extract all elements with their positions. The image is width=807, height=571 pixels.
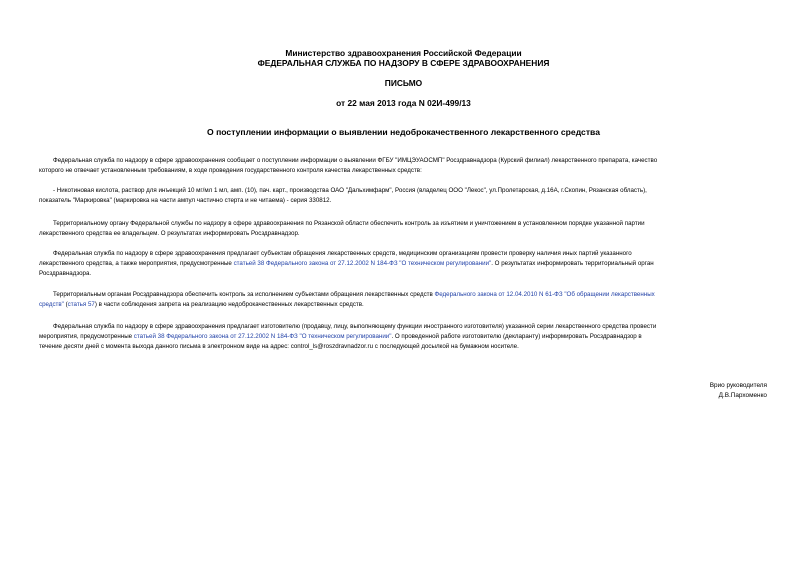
signatory-name: Д.В.Пархоменко (718, 392, 767, 399)
paragraph-line: Федеральная служба по надзору в сфере здравоохранения предлагает субъектам обращения лекарственных средств, медицинским организациям провести проверку наличия иных партий указанного (53, 250, 632, 257)
paragraph-line (39, 259, 799, 269)
paragraph-line: Росздравнадзора. (39, 270, 92, 277)
paragraph-enforcement (39, 290, 799, 310)
signatory-position: Врио руководителя (709, 382, 767, 389)
paragraph-line (39, 332, 799, 342)
paragraph-line: Территориальному органу Федеральной службы по надзору в сфере здравоохранения по Рязанской области обеспечить контроль за изъятием и уничтожением в установленном порядке указанной партии (53, 220, 645, 227)
paragraph-text: ) в части соблюдения запрета на реализацию недоброкачественных лекарственных средств. (94, 301, 364, 308)
law-link-article-38[interactable]: статьей 38 Федерального закона от 27.12.2002 N 184-ФЗ "О техническом регулировании" (133, 333, 392, 340)
law-link-61-fz[interactable]: Федерального закона от 12.04.2010 N 61-ФЗ "Об обращении лекарственных (434, 291, 655, 298)
paragraph-line (39, 300, 799, 310)
paragraph-text: . О результатах информировать территориальный орган (491, 260, 654, 267)
paragraph-text: лекарственного средства, а также мероприятия, предусмотренные (39, 260, 234, 267)
paragraph-line: которого не отвечает установленным требованиям, в ходе проведения государственного контроля качества лекарственных средств: (39, 167, 422, 174)
document-type: ПИСЬМО (384, 78, 423, 88)
document-subject: О поступлении информации о выявлении недоброкачественного лекарственного средства (207, 127, 600, 137)
document-date-number: от 22 мая 2013 года N 02И-499/13 (336, 98, 471, 108)
ministry-title: Министерство здравоохранения Российской Федерации (285, 48, 522, 58)
paragraph-line: течение десяти дней с момента выхода данного письма в электронном виде на адрес: control_ls@roszdravnadzor.ru с последующей досылкой на бумажном носителе. (39, 343, 519, 350)
paragraph-line: - Никотиновая кислота, раствор для инъекций 10 мг/мл 1 мл, амп. (10), пач. карт., производства ОАО "Дальхимфарм", Россия (владелец ООО "Лекос", ул.Пролетарская, д.16А, г.Скопин, Рязанская область), (53, 187, 647, 194)
paragraph-drug-details (39, 186, 799, 206)
paragraph-line: Федеральная служба по надзору в сфере здравоохранения сообщает о поступлении информации о выявлении ФГБУ "ИМЦЭУАОСМП" Росздравнадзора (Курский филиал) лекарственного препарата, качество (53, 157, 658, 164)
paragraph-text: . О проведенной работе изготовителю (декларанту) информировать Росздравнадзор в (391, 333, 642, 340)
paragraph-text: мероприятия, предусмотренные (39, 333, 134, 340)
paragraph-line: Федеральная служба по надзору в сфере здравоохранения предлагает изготовителю (продавцу, лицу, выполняющему функции иностранного изготовителя) указанной серии лекарственного средства провести (53, 323, 657, 330)
paragraph-line: показатель "Маркировка" (маркировка на части ампул частично стерта и не читаема) - серия 330812. (39, 197, 332, 204)
paragraph-line (39, 290, 799, 300)
paragraph-text: Территориальным органам Росздравнадзора обеспечить контроль за исполнением субъектами обращения лекарственных средств (53, 291, 435, 298)
paragraph-line: лекарственного средства ее владельцем. О результатах информировать Росздравнадзор. (39, 230, 300, 237)
paragraph-manufacturer-proposal (39, 322, 799, 352)
paragraph-notice (39, 156, 799, 176)
paragraph-inspection-proposal (39, 249, 799, 279)
law-link-article-57[interactable]: статья 57 (67, 301, 95, 308)
paragraph-territorial-control (39, 219, 799, 239)
law-link-article-38[interactable]: статьей 38 Федерального закона от 27.12.2002 N 184-ФЗ "О техническом регулировании" (233, 260, 492, 267)
paragraph-text: ( (63, 301, 68, 308)
service-title: ФЕДЕРАЛЬНАЯ СЛУЖБА ПО НАДЗОРУ В СФЕРЕ ЗДРАВООХРАНЕНИЯ (257, 58, 550, 68)
law-link-61-fz-continued[interactable]: средств" (39, 301, 64, 308)
